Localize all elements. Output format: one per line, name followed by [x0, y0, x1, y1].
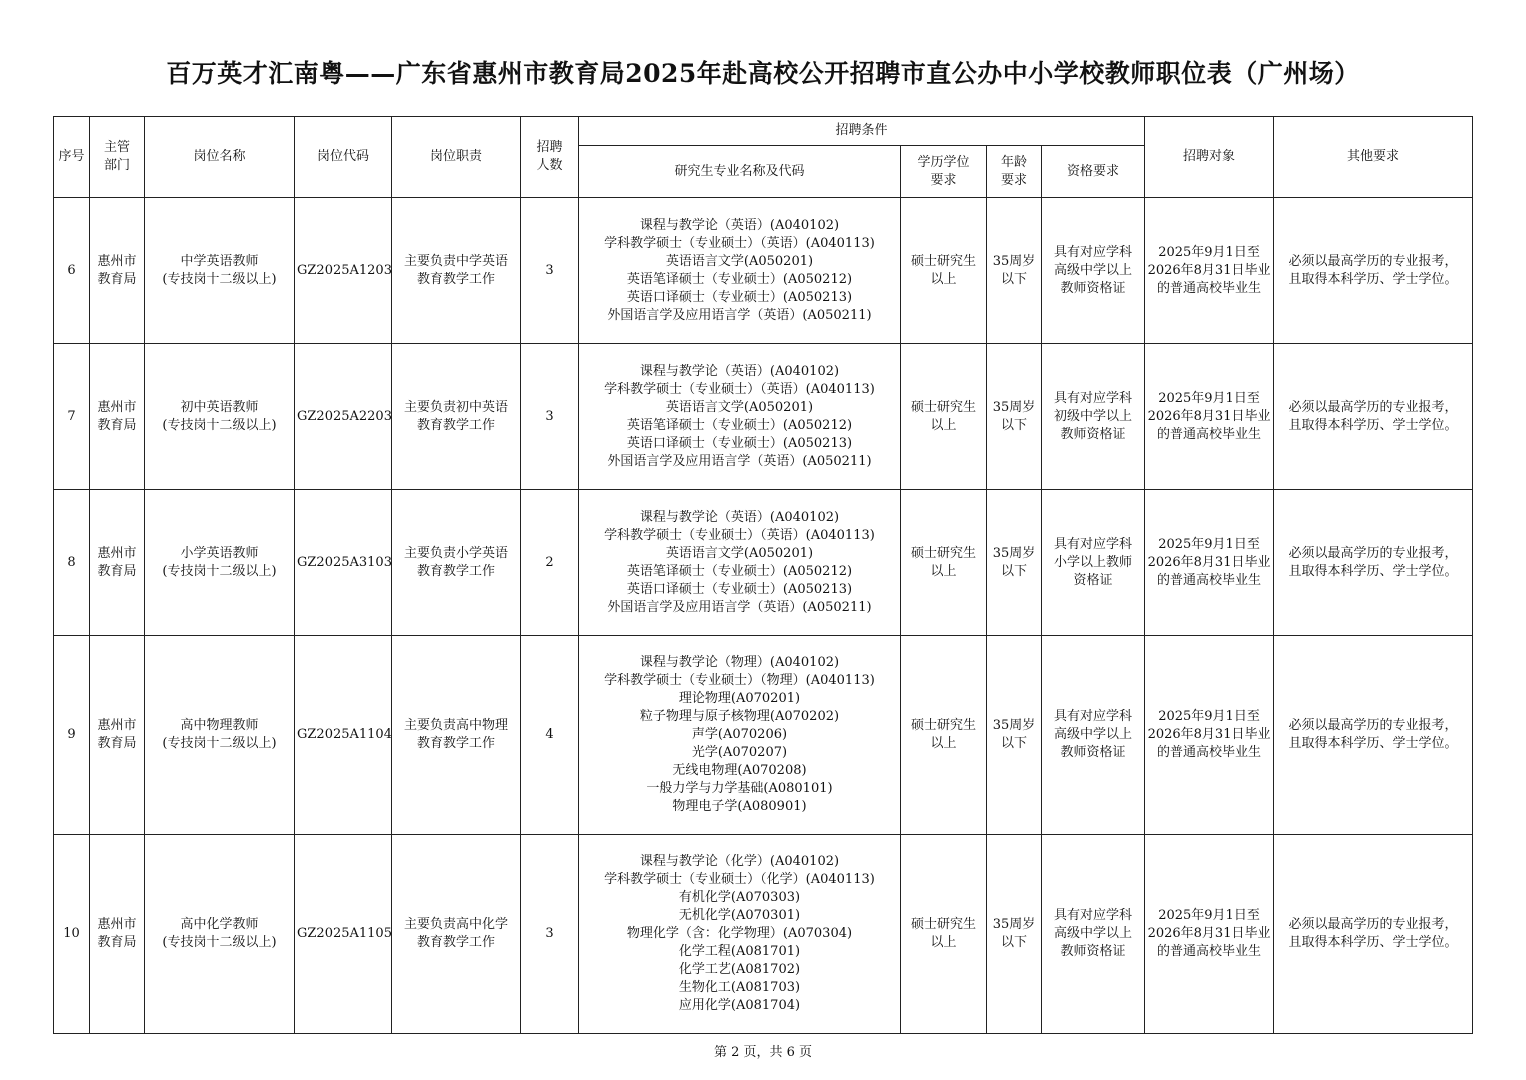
cell-other: 必须以最高学历的专业报考， 且取得本科学历、学士学位。: [1274, 636, 1473, 835]
table-row: [54, 636, 1473, 835]
cell-dept: 惠州市 教育局: [90, 835, 145, 1034]
cell-degree: 硕士研究生 以上: [901, 636, 987, 835]
cell-target: 2025年9月1日至 2026年8月31日毕业 的普通高校毕业生: [1145, 636, 1274, 835]
major-item: 课程与教学论（英语）(A040102): [639, 509, 840, 525]
major-item: 英语口译硕士（专业硕士）(A050213): [626, 581, 853, 597]
cell-degree: 硕士研究生 以上: [901, 344, 987, 490]
major-item: 声学(A070206): [691, 727, 788, 742]
header-major: 研究生专业名称及代码: [579, 146, 901, 198]
major-item: 外国语言学及应用语言学（英语）(A050211): [607, 453, 872, 469]
major-item: 学科教学硕士（专业硕士）（英语）(A040113): [604, 527, 875, 543]
cell-majors: [579, 490, 901, 636]
major-item: 课程与教学论（英语）(A040102): [639, 217, 840, 233]
cell-count: 4: [521, 636, 579, 835]
header-target: 招聘对象: [1145, 117, 1274, 198]
table-body: [54, 198, 1473, 1034]
cell-target: 2025年9月1日至 2026年8月31日毕业 的普通高校毕业生: [1145, 344, 1274, 490]
major-item: 课程与教学论（物理）(A040102): [639, 655, 840, 670]
cell-age: 35周岁 以下: [987, 344, 1042, 490]
cell-position: 初中英语教师 (专技岗十二级以上): [145, 344, 295, 490]
major-item: 光学(A070207): [691, 745, 788, 760]
cell-majors: [579, 198, 901, 344]
cell-position: 高中物理教师 (专技岗十二级以上): [145, 636, 295, 835]
header-other: 其他要求: [1274, 117, 1473, 198]
cell-age: 35周岁 以下: [987, 198, 1042, 344]
cell-no: 7: [54, 344, 90, 490]
header-duty: 岗位职责: [392, 117, 521, 198]
cell-target: 2025年9月1日至 2026年8月31日毕业 的普通高校毕业生: [1145, 835, 1274, 1034]
cell-code: GZ2025A1104: [295, 636, 392, 835]
cell-qual: 具有对应学科 高级中学以上 教师资格证: [1042, 198, 1145, 344]
cell-qual: 具有对应学科 小学以上教师 资格证: [1042, 490, 1145, 636]
cell-degree: 硕士研究生 以上: [901, 835, 987, 1034]
major-item: 一般力学与力学基础(A080101): [646, 781, 833, 796]
cell-count: 3: [521, 344, 579, 490]
table-row: [54, 344, 1473, 490]
major-item: 外国语言学及应用语言学（英语）(A050211): [607, 307, 872, 323]
major-item: 学科教学硕士（专业硕士）（化学）(A040113): [604, 872, 875, 887]
cell-dept: 惠州市 教育局: [90, 490, 145, 636]
header-age: 年龄 要求: [987, 146, 1042, 198]
cell-no: 6: [54, 198, 90, 344]
header-degree: 学历学位 要求: [901, 146, 987, 198]
major-item: 学科教学硕士（专业硕士）（英语）(A040113): [604, 235, 875, 251]
header-code: 岗位代码: [295, 117, 392, 198]
cell-dept: 惠州市 教育局: [90, 198, 145, 344]
cell-count: 3: [521, 198, 579, 344]
header-dept: 主管 部门: [90, 117, 145, 198]
major-item: 英语语言文学(A050201): [665, 545, 814, 561]
major-item: 无机化学(A070301): [678, 908, 801, 923]
cell-no: 8: [54, 490, 90, 636]
cell-position: 高中化学教师 (专技岗十二级以上): [145, 835, 295, 1034]
cell-qual: 具有对应学科 高级中学以上 教师资格证: [1042, 835, 1145, 1034]
major-item: 外国语言学及应用语言学（英语）(A050211): [607, 599, 872, 615]
cell-no: 10: [54, 835, 90, 1034]
table-row: [54, 835, 1473, 1034]
major-item: 英语口译硕士（专业硕士）(A050213): [626, 289, 853, 305]
cell-code: GZ2025A1203: [295, 198, 392, 344]
cell-age: 35周岁 以下: [987, 636, 1042, 835]
major-item: 化学工艺(A081702): [678, 962, 801, 977]
major-item: 物理电子学(A080901): [672, 799, 807, 814]
cell-other: 必须以最高学历的专业报考， 且取得本科学历、学士学位。: [1274, 344, 1473, 490]
header-conditions: 招聘条件: [579, 117, 1145, 146]
cell-no: 9: [54, 636, 90, 835]
cell-majors: [579, 835, 901, 1034]
cell-degree: 硕士研究生 以上: [901, 490, 987, 636]
cell-target: 2025年9月1日至 2026年8月31日毕业 的普通高校毕业生: [1145, 490, 1274, 636]
major-item: 英语笔译硕士（专业硕士）(A050212): [626, 271, 853, 287]
major-item: 粒子物理与原子核物理(A070202): [639, 709, 840, 724]
cell-duty: 主要负责中学英语 教育教学工作: [392, 198, 521, 344]
cell-count: 2: [521, 490, 579, 636]
major-item: 理论物理(A070201): [678, 691, 801, 706]
major-item: 有机化学(A070303): [678, 890, 801, 905]
cell-duty: 主要负责小学英语 教育教学工作: [392, 490, 521, 636]
document-title: 百万英才汇南粤——广东省惠州市教育局2025年赴高校公开招聘市直公办中小学校教师职位表（广州场）: [166, 59, 1360, 88]
header-qual: 资格要求: [1042, 146, 1145, 198]
cell-age: 35周岁 以下: [987, 835, 1042, 1034]
cell-code: GZ2025A3103: [295, 490, 392, 636]
table-row: [54, 490, 1473, 636]
cell-code: GZ2025A2203: [295, 344, 392, 490]
cell-majors: [579, 636, 901, 835]
cell-other: 必须以最高学历的专业报考， 且取得本科学历、学士学位。: [1274, 198, 1473, 344]
cell-target: 2025年9月1日至 2026年8月31日毕业 的普通高校毕业生: [1145, 198, 1274, 344]
major-item: 学科教学硕士（专业硕士）（英语）(A040113): [604, 381, 875, 397]
table-row: [54, 198, 1473, 344]
cell-qual: 具有对应学科 高级中学以上 教师资格证: [1042, 636, 1145, 835]
header-no: 序号: [54, 117, 90, 198]
major-item: 英语口译硕士（专业硕士）(A050213): [626, 435, 853, 451]
major-item: 英语笔译硕士（专业硕士）(A050212): [626, 417, 853, 433]
cell-qual: 具有对应学科 初级中学以上 教师资格证: [1042, 344, 1145, 490]
cell-code: GZ2025A1105: [295, 835, 392, 1034]
major-item: 英语笔译硕士（专业硕士）(A050212): [626, 563, 853, 579]
header-count: 招聘 人数: [521, 117, 579, 198]
cell-duty: 主要负责初中英语 教育教学工作: [392, 344, 521, 490]
major-item: 无线电物理(A070208): [672, 763, 807, 778]
page-footer: 第 2 页，共 6 页: [713, 1045, 813, 1060]
cell-other: 必须以最高学历的专业报考， 且取得本科学历、学士学位。: [1274, 835, 1473, 1034]
major-item: 学科教学硕士（专业硕士）（物理）(A040113): [604, 673, 875, 688]
major-item: 生物化工(A081703): [678, 980, 801, 995]
major-item: 英语语言文学(A050201): [665, 253, 814, 269]
cell-dept: 惠州市 教育局: [90, 636, 145, 835]
cell-count: 3: [521, 835, 579, 1034]
cell-position: 中学英语教师 (专技岗十二级以上): [145, 198, 295, 344]
cell-majors: [579, 344, 901, 490]
cell-duty: 主要负责高中物理 教育教学工作: [392, 636, 521, 835]
major-item: 课程与教学论（英语）(A040102): [639, 363, 840, 379]
cell-duty: 主要负责高中化学 教育教学工作: [392, 835, 521, 1034]
cell-age: 35周岁 以下: [987, 490, 1042, 636]
header-position: 岗位名称: [145, 117, 295, 198]
major-item: 课程与教学论（化学）(A040102): [639, 854, 840, 869]
major-item: 物理化学（含：化学物理）(A070304): [626, 926, 853, 941]
major-item: 英语语言文学(A050201): [665, 399, 814, 415]
major-item: 化学工程(A081701): [678, 944, 801, 959]
cell-degree: 硕士研究生 以上: [901, 198, 987, 344]
major-item: 应用化学(A081704): [678, 998, 801, 1013]
cell-dept: 惠州市 教育局: [90, 344, 145, 490]
positions-table: [53, 116, 1473, 1034]
cell-position: 小学英语教师 (专技岗十二级以上): [145, 490, 295, 636]
cell-other: 必须以最高学历的专业报考， 且取得本科学历、学士学位。: [1274, 490, 1473, 636]
